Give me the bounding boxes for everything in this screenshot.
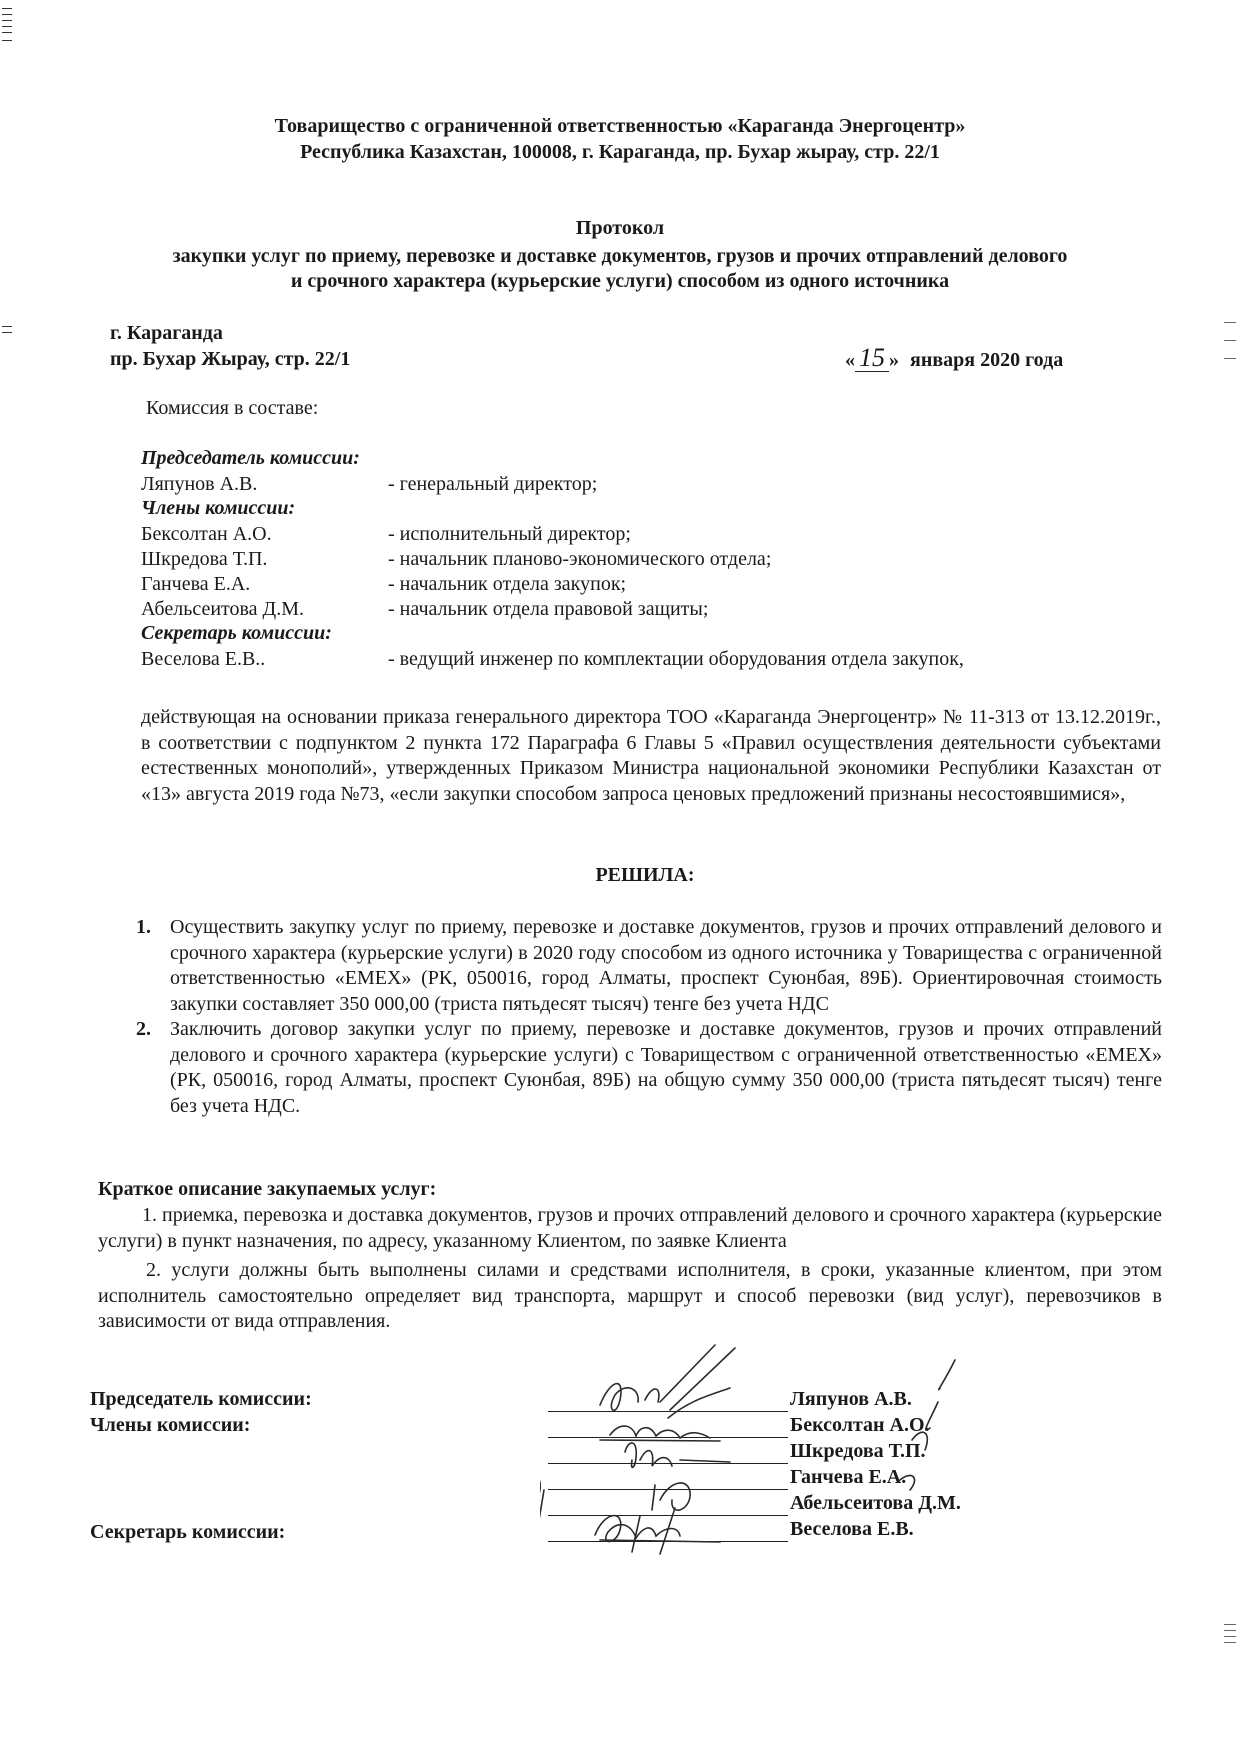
basis-paragraph: действующая на основании приказа генерального директора ТОО «Караганда Энергоцентр» № 11-313 от 13.12.2019г., в соответствии с подпунктом 2 пункта 172 Параграфа 6 Главы 5 «Правил осуществления деятельности субъектами естественных монополий», утвержденных Приказом Министра национальной экономики Республики Казахстан от «13» августа 2019 года №73, «если закупки способом запроса ценовых предложений признаны несостоявшимися», [141, 706, 1161, 805]
org-address: Республика Казахстан, 100008, г. Караганда, пр. Бухар жырау, стр. 22/1 [300, 141, 940, 163]
signature-margin [900, 1360, 955, 1490]
signature-member-4 [540, 1474, 544, 1526]
signatory-name: Шкредова Т.П. [790, 1440, 926, 1462]
chair-heading: Председатель комиссии: [141, 447, 360, 469]
decision-number: 2. [136, 1018, 151, 1040]
member-role: - генеральный директор; [388, 473, 598, 495]
signatory-name: Ганчева Е.А. [790, 1466, 907, 1488]
member-name: Веселова Е.В.. [141, 648, 266, 670]
protocol-subject-line1: закупки услуг по приему, перевозке и доставке документов, грузов и прочих отправлений делового [172, 245, 1068, 267]
decision-item [136, 915, 1162, 1017]
handwritten-signatures [540, 1340, 1000, 1570]
signatory-name: Бексолтан А.О. [790, 1414, 930, 1436]
date-quote-close: » [889, 349, 899, 371]
member-name: Ляпунов А.В. [141, 473, 258, 495]
decision-list [136, 915, 1162, 1119]
city: г. Караганда [110, 322, 223, 344]
member-name: Шкредова Т.П. [141, 548, 268, 570]
signatory-name: Ляпунов А.В. [790, 1388, 912, 1410]
secretary-heading: Секретарь комиссии: [141, 622, 332, 644]
commission-intro: Комиссия в составе: [146, 397, 319, 419]
member-name: Бексолтан А.О. [141, 523, 272, 545]
member-role: - исполнительный директор; [388, 523, 631, 545]
protocol-subject-line2: и срочного характера (курьерские услуги) способом из одного источника [290, 270, 950, 292]
sig-members-label: Члены комиссии: [90, 1414, 251, 1436]
signature-secretary [595, 1508, 720, 1554]
org-header [0, 113, 1240, 165]
scan-edge-right-bottom [1216, 1620, 1240, 1680]
sig-chair-label: Председатель комиссии: [90, 1388, 312, 1410]
decision-text: Заключить договор закупки услуг по приему, перевозке и доставке документов, грузов и прочих отправлений делового и срочного характера (курьерские услуги) с Товариществом с ограниченной ответственностью «EMEX» (РК, 050016, город Алматы, проспект Суюнбая, 89Б) на общую сумму 350 000,00 (триста пятьдесят тысяч) тенге без учета НДС. [170, 1018, 1162, 1117]
member-name: Ганчева Е.А. [141, 573, 251, 595]
address: пр. Бухар Жырау, стр. 22/1 [110, 348, 351, 370]
date-quote-open: « [845, 349, 855, 371]
service-item: 2. услуги должны быть выполнены силами и средствами исполнителя, в сроки, указанные клиентом, при этом исполнитель самостоятельно определяет вид транспорта, маршрут и способ перевозки (вид услуг), перевозчиков в зависимости от вида отправления. [98, 1259, 1162, 1332]
protocol-heading: Протокол [575, 217, 665, 239]
signatory-name: Абельсеитова Д.М. [790, 1492, 961, 1514]
org-name: Товарищество с ограниченной ответственностью «Караганда Энергоцентр» [274, 115, 966, 137]
member-role: - ведущий инженер по комплектации оборудования отдела закупок, [388, 648, 964, 670]
signature-member-3 [652, 1483, 690, 1510]
signature-chair [600, 1345, 735, 1418]
signature-member-2 [625, 1443, 730, 1467]
place-block [110, 320, 350, 372]
sig-secretary-label: Секретарь комиссии: [90, 1521, 286, 1543]
scan-edge-right-top [1216, 320, 1240, 380]
member-role: - начальник планово-экономического отдела; [388, 548, 772, 570]
signatory-name: Веселова Е.В. [790, 1518, 914, 1540]
services-heading: Краткое описание закупаемых услуг: [98, 1178, 437, 1200]
decision-heading: РЕШИЛА: [595, 864, 695, 886]
document-title [0, 216, 1240, 294]
date-day-handwritten: 15 [855, 345, 889, 372]
member-name: Абельсеитова Д.М. [141, 598, 304, 620]
signature-member-1 [600, 1426, 720, 1441]
member-role: - начальник отдела закупок; [388, 573, 627, 595]
decision-text: Осуществить закупку услуг по приему, перевозке и доставке документов, грузов и прочих отправлений делового и срочного характера (курьерские услуги) в 2020 году способом из одного источника у Товарищества с ограниченной ответственностью «EMEX» (РК, 050016, город Алматы, проспект Суюнбая, 89Б). Ориентировочная стоимость закупки составляет 350 000,00 (триста пятьдесят тысяч) тенге без учета НДС [170, 916, 1162, 1015]
decision-item [136, 1017, 1162, 1119]
date-month-year: января 2020 года [910, 349, 1064, 371]
decision-number: 1. [136, 916, 151, 938]
protocol-date [845, 345, 1063, 373]
members-heading: Члены комиссии: [141, 497, 296, 519]
service-item: 1. приемка, перевозка и доставка документов, грузов и прочих отправлений делового и срочного характера (курьерские услуги) в пункт назначения, по адресу, указанному Клиентом, по заявке Клиента [98, 1204, 1162, 1252]
member-role: - начальник отдела правовой защиты; [388, 598, 709, 620]
